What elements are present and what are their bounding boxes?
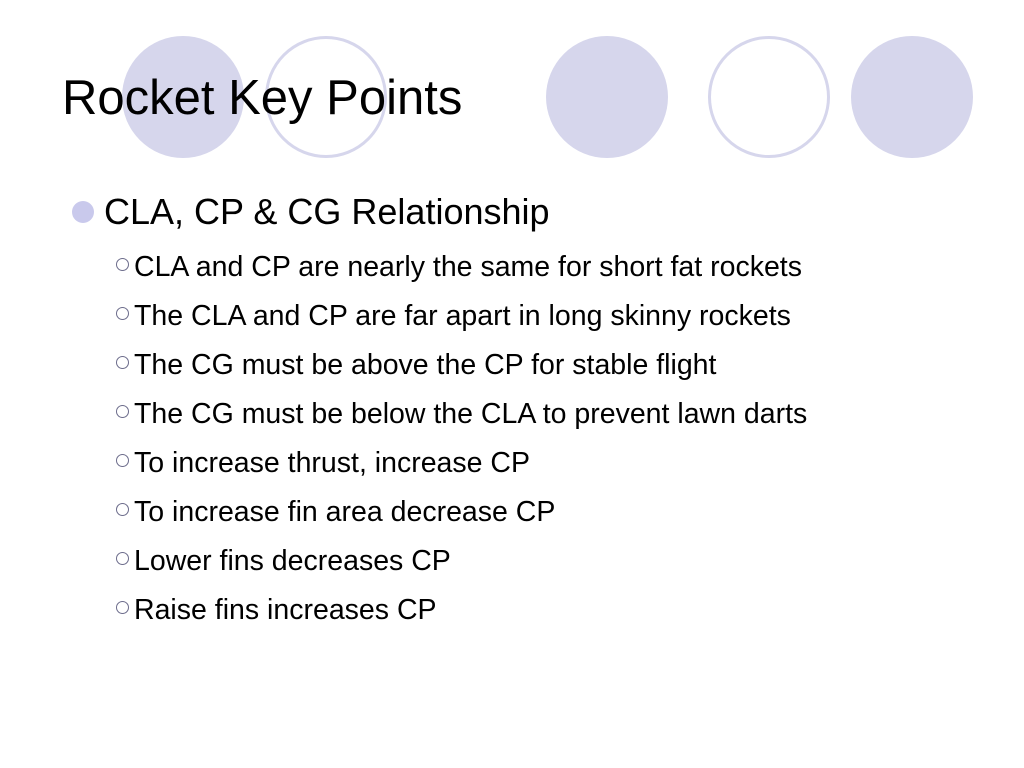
- bullet-ring-icon: [116, 552, 129, 565]
- sub-bullet-text: The CG must be below the CLA to prevent lawn darts: [134, 397, 808, 430]
- bullet-ring-icon: [116, 307, 129, 320]
- sub-bullet-item: [116, 340, 807, 389]
- bullet-ring-icon: [116, 601, 129, 614]
- sub-bullet-item: [116, 585, 807, 634]
- sub-bullet-text: To increase thrust, increase CP: [134, 446, 531, 479]
- bullet-ring-icon: [116, 503, 129, 516]
- sub-bullet-item: [116, 389, 807, 438]
- sub-bullet-item: [116, 536, 807, 585]
- sub-bullet-item: [116, 438, 807, 487]
- sub-bullet-text: Raise fins increases CP: [134, 593, 437, 626]
- bullet-ring-icon: [116, 258, 129, 271]
- sub-bullet-text: CLA and CP are nearly the same for short fat rockets: [134, 250, 802, 283]
- sub-bullet-text: To increase fin area decrease CP: [134, 495, 556, 528]
- sub-bullet-text: Lower fins decreases CP: [134, 544, 451, 577]
- sub-bullet-item: [116, 242, 807, 291]
- sub-bullet-list: [116, 242, 807, 634]
- main-bullet: [72, 187, 550, 237]
- decor-ring-4: [708, 36, 830, 158]
- bullet-ring-icon: [116, 356, 129, 369]
- sub-bullet-item: [116, 291, 807, 340]
- decor-circle-5: [851, 36, 973, 158]
- sub-bullet-text: The CG must be above the CP for stable flight: [134, 348, 717, 381]
- sub-bullet-text: The CLA and CP are far apart in long skinny rockets: [134, 299, 791, 332]
- main-bullet-text: CLA, CP & CG Relationship: [104, 191, 550, 232]
- bullet-ring-icon: [116, 454, 129, 467]
- decor-circle-3: [546, 36, 668, 158]
- sub-bullet-item: [116, 487, 807, 536]
- slide-title: Rocket Key Points: [62, 71, 463, 125]
- bullet-ring-icon: [116, 405, 129, 418]
- bullet-dot-icon: [72, 201, 94, 223]
